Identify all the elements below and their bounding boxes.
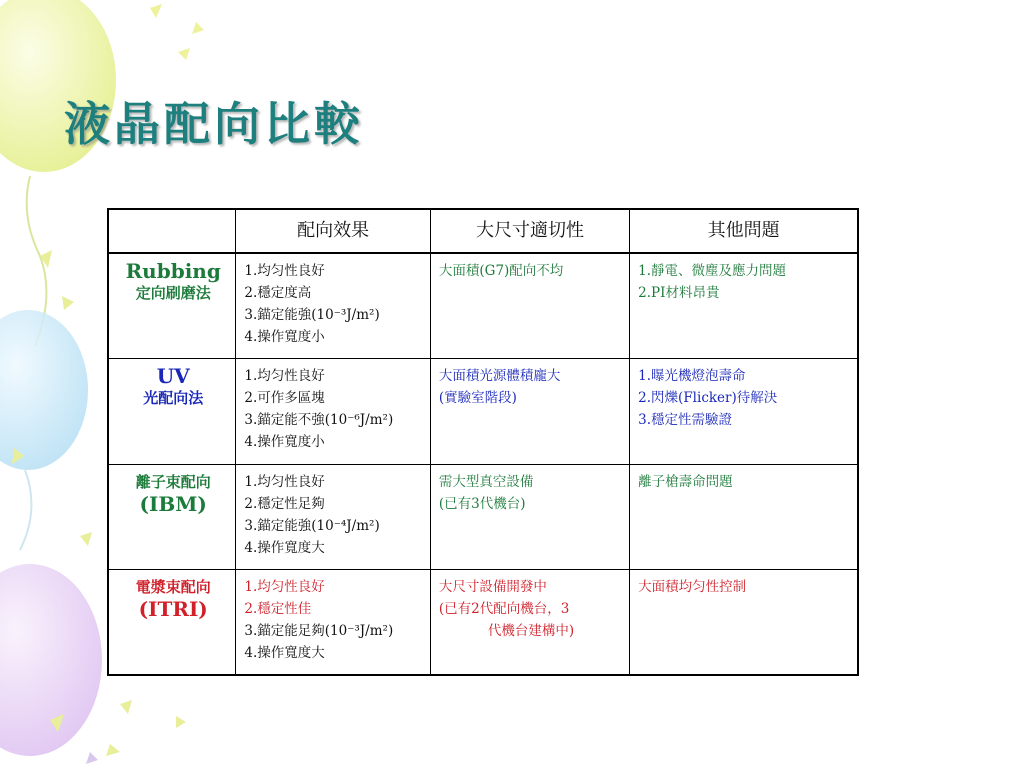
issue-item: 2.PI材料昂貴 (638, 285, 720, 301)
method-cell (108, 570, 236, 676)
method-cell (108, 359, 236, 465)
method-cell (108, 253, 236, 359)
effect-item: 4.操作寬度小 (244, 434, 325, 450)
method-subtitle: 光配向法 (143, 389, 204, 407)
suitability-cell (430, 464, 629, 570)
effect-cell (236, 253, 430, 359)
effect-item: 3.錨定能不強(10⁻⁶J/m²) (244, 412, 394, 428)
table-header-row (108, 209, 858, 253)
effect-item: 1.均匀性良好 (244, 579, 325, 595)
issue-item: 1.曝光機燈泡壽命 (638, 368, 746, 384)
table-row (108, 570, 858, 676)
method-subtitle: (IBM) (139, 491, 207, 516)
table-row (108, 359, 858, 465)
suitability-item: (已有2代配向機台，3 (438, 601, 570, 617)
issues-cell (630, 253, 858, 359)
suitability-cell (430, 253, 629, 359)
suitability-cell (430, 570, 629, 676)
issue-item: 3.穩定性需驗證 (638, 412, 733, 428)
issues-cell (630, 359, 858, 465)
method-subtitle: 定向刷磨法 (135, 284, 211, 302)
suitability-cell (430, 359, 629, 465)
slide-title: 液晶配向比較 (64, 97, 364, 151)
header-other-issues: 其他問題 (630, 209, 858, 253)
effect-item: 2.穩定性足夠 (244, 495, 325, 512)
method-name: 電漿束配向 (135, 578, 211, 596)
balloon-blue (0, 310, 88, 470)
suitability-item: 需大型真空設備 (438, 473, 534, 490)
suitability-item: 大尺寸設備開發中 (438, 579, 547, 595)
issues-cell (630, 464, 858, 570)
effect-item: 4.操作寬度小 (244, 329, 325, 345)
effect-item: 4.操作寬度大 (244, 539, 325, 556)
suitability-item: (已有3代機台) (438, 495, 526, 512)
effect-item: 2.可作多區塊 (244, 390, 325, 406)
suitability-item: 代機台建構中) (487, 623, 575, 639)
method-cell (108, 464, 236, 570)
effect-item: 1.均匀性良好 (244, 368, 325, 384)
effect-item: 2.穩定性佳 (244, 601, 312, 617)
method-name: Rubbing (125, 259, 221, 283)
effect-cell (236, 359, 430, 465)
effect-item: 4.操作寬度大 (244, 645, 325, 661)
issue-item: 2.閃爍(Flicker)待解決 (638, 390, 778, 406)
method-name: UV (156, 364, 190, 388)
effect-cell (236, 464, 430, 570)
effect-item: 3.錨定能足夠(10⁻³J/m²) (244, 623, 394, 639)
effect-item: 1.均匀性良好 (244, 473, 325, 490)
suitability-item: 大面積光源體積龐大 (438, 368, 561, 384)
effect-item: 1.均匀性良好 (244, 263, 325, 279)
header-effect: 配向效果 (236, 209, 430, 253)
effect-item: 3.錨定能強(10⁻³J/m²) (244, 307, 380, 323)
effect-item: 2.穩定度高 (244, 285, 312, 301)
issue-item: 離子槍壽命問題 (638, 473, 733, 490)
table-row (108, 253, 858, 359)
header-method (108, 209, 236, 253)
method-name: 離子束配向 (135, 472, 211, 491)
balloon-violet (0, 564, 102, 756)
suitability-item: 大面積(G7)配向不均 (438, 263, 564, 279)
issues-cell (630, 570, 858, 676)
issue-item: 大面積均匀性控制 (638, 579, 747, 595)
table-row (108, 464, 858, 570)
issue-item: 1.靜電、微塵及應力問題 (638, 263, 787, 279)
effect-cell (236, 570, 430, 676)
header-large-size-suitability: 大尺寸適切性 (430, 209, 629, 253)
effect-item: 3.錨定能強(10⁻⁴J/m²) (244, 517, 380, 534)
alignment-comparison-table (107, 208, 859, 676)
method-subtitle: (ITRI) (138, 597, 208, 621)
suitability-item: (實驗室階段) (438, 390, 517, 406)
